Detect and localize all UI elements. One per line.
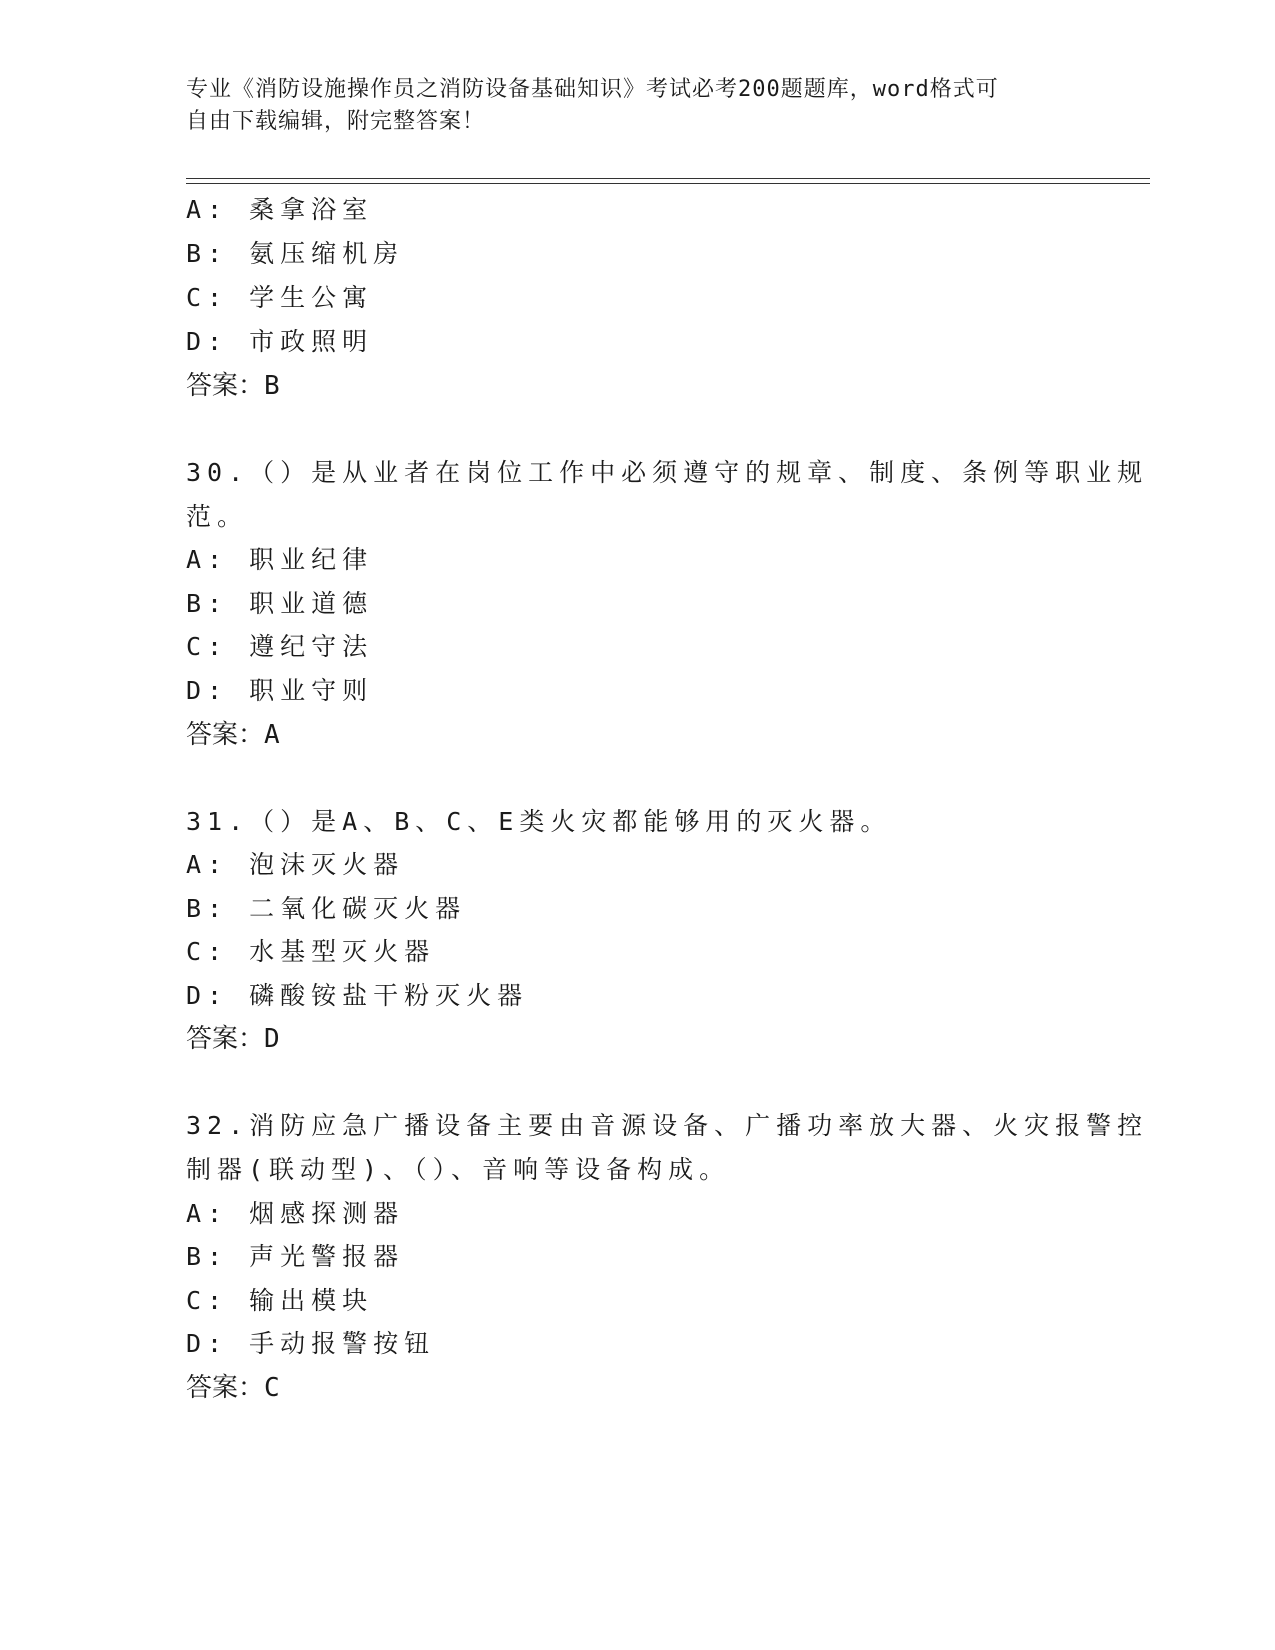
answer-label: 答案： [186,1024,265,1054]
q31-option-d: D: 磷酸铵盐干粉灭火器 [186,981,529,1010]
q30-option-c: C: 遵纪守法 [186,632,374,661]
q31-stem-line-1: 31.（）是A、B、C、E类火灾都能够用的灭火器。 [186,807,892,836]
q30-option-a: A: 职业纪律 [186,545,374,574]
answer-value: B [264,371,280,401]
q31-answer [186,1022,280,1056]
q31-option-b: B: 二氧化碳灭火器 [186,894,467,923]
q29-option-d: D: 市政照明 [186,327,374,356]
q30-stem-line-1: 30.（）是从业者在岗位工作中必须遵守的规章、制度、条例等职业规 [186,458,1149,487]
q32-option-b: B: 声光警报器 [186,1242,405,1271]
q32-answer [186,1371,280,1405]
q29-answer [186,369,280,403]
document-header [186,74,1086,138]
answer-value: C [264,1373,280,1403]
header-divider-bottom [186,183,1150,184]
q32-option-a: A: 烟感探测器 [186,1199,405,1228]
q29-option-a: A: 桑拿浴室 [186,195,374,224]
answer-label: 答案： [186,720,265,750]
header-line-2: 自由下载编辑，附完整答案！ [186,109,486,134]
answer-value: A [264,720,280,750]
header-line-1: 专业《消防设施操作员之消防设备基础知识》考试必考200题题库，word格式可 [186,77,999,102]
q32-stem-line-1: 32.消防应急广播设备主要由音源设备、广播功率放大器、火灾报警控 [186,1111,1149,1140]
q31-option-a: A: 泡沫灭火器 [186,850,405,879]
q30-option-b: B: 职业道德 [186,589,374,618]
q32-option-c: C: 输出模块 [186,1286,374,1315]
q32-stem-line-2: 制器(联动型)、（）、音响等设备构成。 [186,1155,731,1184]
q30-stem-line-2: 范。 [186,502,249,531]
answer-label: 答案： [186,371,265,401]
q29-option-b: B: 氨压缩机房 [186,239,405,268]
q30-answer [186,718,280,752]
q30-option-d: D: 职业守则 [186,676,374,705]
answer-value: D [264,1024,280,1054]
q32-option-d: D: 手动报警按钮 [186,1329,436,1358]
q29-option-c: C: 学生公寓 [186,283,374,312]
answer-label: 答案： [186,1373,265,1403]
header-divider-top [186,178,1150,179]
q31-option-c: C: 水基型灭火器 [186,937,436,966]
